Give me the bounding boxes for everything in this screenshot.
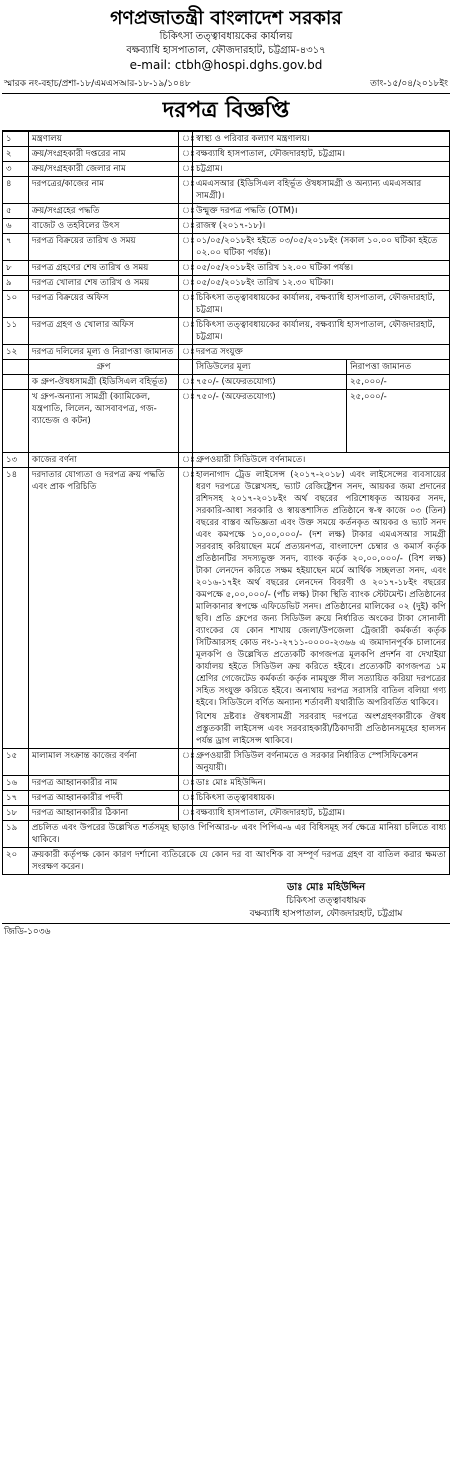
row-colon: ঃ (179, 468, 193, 749)
row-label: বাজেট ও তহবিলের উৎস (29, 219, 179, 234)
row-colon: ঃ (179, 791, 193, 806)
tender-table (2, 131, 450, 875)
table-row (3, 219, 450, 234)
footer (2, 923, 450, 939)
row-colon: ঃ (179, 291, 193, 318)
office-address: বক্ষব্যাধি হাসপাতাল, ফৌজদারহাট, চট্টগ্রাম-৪৩১৭ (126, 45, 326, 56)
memo-date: তাং-১৫/০৪/২০১৮ইং (370, 79, 448, 89)
row-colon: ঃ (179, 453, 193, 468)
row-label: দরপত্র আহ্বানকারীর নাম (29, 776, 179, 791)
row-label: কাজের বর্ণনা (29, 453, 179, 468)
row-number: ১২ (3, 345, 29, 360)
table-row (3, 345, 450, 360)
row-value: চিকিৎসা তত্ত্বাবধায়কের কার্যালয়, বক্ষব্যাধি হাসপাতাল, ফৌজদারহাট, চট্টগ্রাম। (193, 318, 450, 345)
row-number: ৫ (3, 204, 29, 219)
table-row (3, 821, 450, 848)
row-label: ক্রয়/সংগ্রহকারী জেলার নাম (29, 162, 179, 177)
row-colon: ঃ (179, 132, 193, 147)
group-name: ক গ্রুপ-ঔষধসামগ্রী (ইডিসিএল বহির্ভূত) (29, 375, 179, 390)
row-label: মন্ত্রণালয় (29, 132, 179, 147)
row-number: ১৬ (3, 776, 29, 791)
fee-header-group: গ্রুপ (29, 360, 179, 375)
group-price: ৭৫০/- (অফেরতযোগ্য) (193, 390, 347, 452)
row-label: দরপত্র দলিলের মূল্য ও নিরাপত্তা জামানত (29, 345, 179, 360)
table-row (3, 848, 450, 875)
row-value: এমএসআর (ইডিসিএল বহির্ভূত ঔষধসামগ্রী ও অন্যান্য এমএসআর সামগ্রী)। (193, 177, 450, 204)
fee-header-row (3, 360, 450, 375)
row-colon: ঃ (179, 390, 193, 453)
table-row (3, 468, 450, 749)
row-colon: ঃ (179, 234, 193, 261)
row-value: উন্মুক্ত দরপত্র পদ্ধতি (OTM)। (193, 204, 450, 219)
govt-title: গণপ্রজাতন্ত্রী বাংলাদেশ সরকার (110, 7, 342, 29)
row-colon: ঃ (179, 177, 193, 204)
memo-line (2, 73, 450, 93)
group-security: ২৫,০০০/- (347, 375, 449, 389)
table-row (3, 791, 450, 806)
fee-header-price: সিডিউলের মূল্য (193, 360, 347, 374)
signatory-address: বক্ষব্যাধি হাসপাতাল, ফৌজদারহাট, চট্টগ্রাম (249, 909, 403, 919)
row-label: ক্রয়/সংগ্রহকারী দপ্তরের নাম (29, 147, 179, 162)
row-label: ক্রয়/সংগ্রহের পদ্ধতি (29, 204, 179, 219)
row-number: ১৭ (3, 791, 29, 806)
row-value: গ্রুপওয়ারী সিডিউলে বর্ণনামতে। (193, 453, 450, 468)
row-number: ৬ (3, 219, 29, 234)
row-value: ০১/০৫/২০১৮ইং হইতে ০৩/০৫/২০১৮ইং (সকাল ১০.০০ ঘটিকা হইতে ০২.০০ ঘটিকা পর্যন্ত)। (193, 234, 450, 261)
fee-row-group-kha (3, 390, 450, 453)
signatory-name: ডাঃ মোঃ মহিউদ্দিন (286, 882, 366, 893)
memo-number: স্মারক নং-বহাচ/প্রশা-১৮/এমএসআর-১৮-১৯/১০৪৮ (4, 79, 191, 89)
group-name: খ গ্রুপ-অন্যান্য সামগ্রী (ক্যামিকেল, যন্ত্রপাতি, লিলেন, আসবাবপত্র, গজ-ব্যান্ডেজ ও কটন) (29, 390, 179, 453)
row-number: ৮ (3, 261, 29, 276)
row-number: ২ (3, 147, 29, 162)
row-number: ৯ (3, 276, 29, 291)
row-value: ডাঃ মোঃ মহিউদ্দিন। (193, 776, 450, 791)
row-colon: ঃ (179, 162, 193, 177)
fee-header-security: নিরাপত্তা জামানত (347, 360, 449, 374)
table-row (3, 204, 450, 219)
signatory-designation: চিকিৎসা তত্ত্বাবধায়ক (286, 896, 366, 906)
table-row (3, 453, 450, 468)
row-number: ১১ (3, 318, 29, 345)
row-label: দরপত্রের/কাজের নাম (29, 177, 179, 204)
table-row (3, 776, 450, 791)
row-colon: ঃ (179, 219, 193, 234)
table-row (3, 132, 450, 147)
row-label: দরপত্র বিক্রয়ের অফিস (29, 291, 179, 318)
table-row (3, 177, 450, 204)
group-security: ২৫,০০০/- (347, 390, 449, 452)
table-row (3, 234, 450, 261)
row-number: ২০ (3, 848, 29, 875)
office-name: চিকিৎসা তত্ত্বাবধায়কের কার্যালয় (159, 31, 293, 42)
row-value: বক্ষব্যাধি হাসপাতাল, ফৌজদারহাট, চট্টগ্রাম। (193, 147, 450, 162)
table-row (3, 276, 450, 291)
row-value: প্রচলিত এবং উপরের উল্লেখিত শর্তসমূহ ছাড়াও পিপিআর-৮ এবং পিপিএ-৬ এর বিধিসমূহ সর্ব ক্ষেত্রে মানিয়া চলিতে বাধ্য থাকিবে। (29, 821, 450, 848)
row-colon: ঃ (179, 749, 193, 776)
row-colon: ঃ (179, 375, 193, 390)
row-label: দরপত্র খোলার শেষ তারিখ ও সময় (29, 276, 179, 291)
row-colon: ঃ (179, 261, 193, 276)
row-number: ১৩ (3, 453, 29, 468)
row-colon: ঃ (179, 147, 193, 162)
gd-code: জিডি-১০৩৬ (4, 927, 51, 937)
row-value: রাজস্ব (২০১৭-১৮)। (193, 219, 450, 234)
row-number: ১০ (3, 291, 29, 318)
row-label: দরপত্র গ্রহণের শেষ তারিখ ও সময় (29, 261, 179, 276)
table-row (3, 318, 450, 345)
row-colon: ঃ (179, 276, 193, 291)
row-number: ১৪ (3, 468, 29, 749)
row-label: মালামাল সংক্রান্ত কাজের বর্ণনা (29, 749, 179, 776)
row-colon: ঃ (179, 776, 193, 791)
special-note: বিশেষ দ্রষ্টব্যঃ ঔষধসামগ্রী সরবরাহ দরপত্রে অংশগ্রহণকারীকে ঔষধ প্রস্তুতকারী লাইসেন্স এবং সরবরাহকারী/ঠিকাদারী প্রতিষ্ঠানসমূহের হালসন পর্যন্ত ড্রাগ লাইসেন্স থাকিবে। (196, 712, 446, 746)
row-number: ৪ (3, 177, 29, 204)
fee-header-table (193, 360, 449, 374)
letterhead (2, 0, 450, 73)
signature-block (202, 875, 450, 921)
row-value: বক্ষব্যাধি হাসপাতাল, ফৌজদারহাট, চট্টগ্রাম। (193, 806, 450, 821)
row-colon: ঃ (179, 806, 193, 821)
row-colon: ঃ (179, 204, 193, 219)
fee-row-group-ka (3, 375, 450, 390)
row-value: চিকিৎসা তত্ত্বাবধায়ক। (193, 791, 450, 806)
row-value: চট্টগ্রাম। (193, 162, 450, 177)
table-row (3, 749, 450, 776)
group-price: ৭৫০/- (অফেরতযোগ্য) (193, 375, 347, 389)
row-value: গ্রুপওয়ারী সিডিউল বর্ণনামতে ও সরকার নির্ধারিত স্পেসিফিকেশন অনুযায়ী। (193, 749, 450, 776)
notice-title: দরপত্র বিজ্ঞপ্তি (2, 93, 450, 131)
row-number: ১৯ (3, 821, 29, 848)
eligibility-text: হালনাগাদ ট্রেড লাইসেন্স (২০১৭-২০১৮) এবং লাইসেন্সের ব্যবসায়ের ধরণ দরপত্রে উল্লেখসহ, ভ্যাট রেজিষ্ট্রেশন সনদ, আয়কর জমা প্রদানের রশিদসহ ২০১৭-২০১৮ইং অর্থ বছরের পরিশোধকৃত আয়কর সনদ, সরকারি-আধা সরকারি ও স্বায়ত্তশাসিত প্রতিষ্ঠানে স্ব-স্ব কাজে ০৩ (তিন) বছরের বাস্তব অভিজ্ঞতা এবং উক্ত সময়ে কর্তনকৃত আয়কর ও ভ্যাট সনদ এবং কমপক্ষে ১০,০০,০০০/- (দশ লক্ষ) টাকার এমএসআর সামগ্রী সরবরাহ করিয়াছেন মর্মে প্রত্যয়নপত্র, বাংলাদেশ চেম্বার ও কমার্স কর্তৃক প্রতিষ্ঠানটির সদস্যভুক্ত সনদ, ব্যাংক কর্তৃক ২০,০০,০০০/- (বিশ লক্ষ) টাকা লেনদেন করিতে সক্ষম হইয়াছেন মর্মে আর্থিক সচ্ছলতা সনদ, এবং ২০১৬-১৭ইং অর্থ বছরের লেনদেন বিবরণী ও ২০১৭-১৮ইং বছরের কমপক্ষে ৫,০০,০০০/- (পাঁচ লক্ষ) টাকা স্থিতি ব্যাংক স্টেটমেন্ট। প্রতিষ্ঠানের মালিকানার স্বপক্ষে এফিডেভিট সনদ। প্রতিষ্ঠানের মালিকের ০২ (দুই) কপি ছবি। প্রতি গ্রুপের জন্য সিডিউল ক্রয়ে নির্ধারিত অংকের টাকা সোনালী ব্যাংকের যে কোন শাখায় জেলা/উপজেলা ট্রেজারী কর্মকর্তা কর্তৃক সিটিআরসহ কোড নং-১-২৭১১-০০০০-২৩৬৬ এ জমাদানপূর্বক চালানের মূলকপি ও উল্লেখিত প্রত্যেকটি কাগজপত্র মূলকপি প্রদর্শন বা দেখাইয়া কার্যালয় হইতে সিডিউল ক্রয় করিতে হইবে। প্রত্যেকটি কাগজপত্র ১ম শ্রেণির গেজেটেড কর্মকর্তা কর্তৃক নামযুক্ত সীল সত্যায়িত করিয়া দরপত্রের সহিত সংযুক্ত করিতে হইবে। অন্যথায় দরপত্র সরাসরি বাতিল বলিয়া গণ্য হইবে। সিডিউলে বর্ণিত অন্যান্য শর্তাবলী যথারীতি অপরিবর্তিত থাকিবে। (196, 470, 446, 708)
row-number: ১৮ (3, 806, 29, 821)
row-label: দরদাতার যোগ্যতা ও দরপত্র ক্রয় পদ্ধতি এবং প্রাক পরিচিতি (29, 468, 179, 749)
row-label: দরপত্র গ্রহণ ও খোলার অফিস (29, 318, 179, 345)
row-label: দরপত্র বিক্রয়ের তারিখ ও সময় (29, 234, 179, 261)
row-number: ৭ (3, 234, 29, 261)
row-label: দরপত্র আহ্বানকারীর পদবী (29, 791, 179, 806)
row-value: ০৫/০৫/২০১৮ইং তারিখ ১২.০০ ঘটিকা পর্যন্ত। (193, 261, 450, 276)
row-value (193, 468, 450, 749)
row-number: ১ (3, 132, 29, 147)
row-number: ১৫ (3, 749, 29, 776)
row-value: চিকিৎসা তত্ত্বাবধায়কের কার্যালয়, বক্ষব্যাধি হাসপাতাল, ফৌজদারহাট, চট্টগ্রাম। (193, 291, 450, 318)
office-email: e-mail: ctbh@hospi.dghs.gov.bd (129, 58, 323, 72)
row-value: দরপত্র সংযুক্ত (193, 345, 450, 360)
table-row (3, 147, 450, 162)
table-row (3, 261, 450, 276)
row-value: ক্রয়কারী কর্তৃপক্ষ কোন কারণ দর্শানো ব্যতিরেকে যে কোন দর বা আংশিক বা সম্পূর্ণ দরপত্র গ্রহণ বা বাতিল করার ক্ষমতা সংরক্ষণ করেন। (29, 848, 450, 875)
row-number: ৩ (3, 162, 29, 177)
row-colon: ঃ (179, 318, 193, 345)
table-row (3, 806, 450, 821)
table-row (3, 291, 450, 318)
row-value: ০৫/০৫/২০১৮ইং তারিখ ১২.৩০ ঘটিকা। (193, 276, 450, 291)
table-row (3, 162, 450, 177)
row-value: স্বাস্থ্য ও পরিবার কল্যাণ মন্ত্রণালয়। (193, 132, 450, 147)
row-label: দরপত্র আহ্বানকারীর ঠিকানা (29, 806, 179, 821)
row-colon: ঃ (179, 345, 193, 360)
